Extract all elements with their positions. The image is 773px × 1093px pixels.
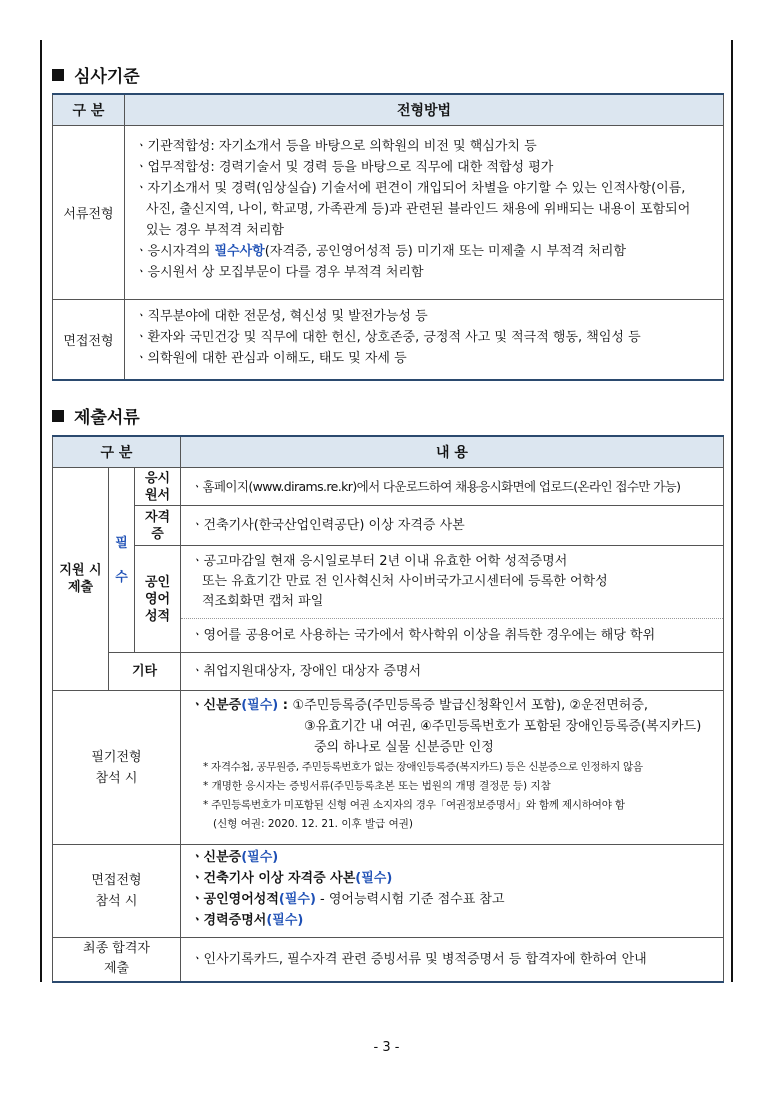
page-right-border xyxy=(731,40,733,982)
header-category: 구 분 xyxy=(53,436,181,468)
written-exam-content: ㆍ신분증(필수) : ①주민등록증(주민등록증 발급신청확인서 포함), ②운전면허증, ③유효기간 내 여권, ④주민등록번호가 포함된 장애인등록증(복지카드) 중의 하나로 실물 신분증만 인정 * 자격수첩, 공무원증, 주민등록번호가 없는 장애인등록증(복지카드) 등은 신분증으로 인정하지 않음 * 개명한 응시자는 증빙서류(주민등록초본 또는 법원의 개명 결정문 등) 지참 * 주민등록번호가 미포함된 신형 여권 소지자의 경우「여권정보증명서」와 함께 제시하여야 함 (신형 여권: 2020. 12. 21. 이후 발급 여권) xyxy=(181,691,724,845)
application-form-content: ㆍ홈페이지(www.dirams.re.kr)에서 다운로드하여 채용응시화면에 업로드(온라인 접수만 가능) xyxy=(181,468,724,506)
documents-table xyxy=(52,435,724,983)
label-application-form: 응시 원서 xyxy=(135,468,181,506)
interview-attend-content: ㆍ신분증(필수) ㆍ건축기사 이상 자격증 사본(필수) ㆍ공인영어성적(필수) - 영어능력시험 기준 점수표 참고 ㆍ경력증명서(필수) xyxy=(181,845,724,938)
category-final-applicant: 최종 합격자 제출 xyxy=(53,938,181,982)
interview-screening-content: ㆍ직무분야에 대한 전문성, 혁신성 및 발전가능성 등 ㆍ환자와 국민건강 및 직무에 대한 헌신, 상호존중, 긍정적 사고 및 적극적 행동, 책임성 등 ㆍ의학원에 대한 관심과 이해도, 태도 및 자세 등 xyxy=(125,300,724,380)
english-score-content: ㆍ공고마감일 현재 응시일로부터 2년 이내 유효한 어학 성적증명서 또는 유효기간 만료 전 인사혁신처 사이버국가고시센터에 등록한 어학성 적조회화면 캡처 파일 xyxy=(181,546,724,619)
category-interview-attend: 면접전형 참석 시 xyxy=(53,845,181,938)
header-category: 구 분 xyxy=(53,94,125,126)
category-on-application: 지원 시 제출 xyxy=(53,468,109,691)
label-english-score: 공인 영어 성적 xyxy=(135,546,181,653)
english-degree-content: ㆍ영어를 공용어로 사용하는 국가에서 학사학위 이상을 취득한 경우에는 해당 학위 xyxy=(181,619,724,653)
required-label: 필 수 xyxy=(109,468,135,653)
section-title-criteria: 심사기준 xyxy=(52,62,140,87)
criteria-table xyxy=(52,93,724,381)
page-number: - 3 - xyxy=(373,1040,400,1055)
category-interview: 면접전형 xyxy=(53,300,125,380)
document-screening-content: ㆍ기관적합성: 자기소개서 등을 바탕으로 의학원의 비전 및 핵심가치 등 ㆍ업무적합성: 경력기술서 및 경력 등을 바탕으로 직무에 대한 적합성 평가 ㆍ자기소개서 및 경력(임상실습) 기술서에 편견이 개입되어 차별을 야기할 수 있는 인적사항(이름, 사진, 출신지역, 나이, 학교명, 가족관계 등)과 관련된 블라인드 채용에 위배되는 내용이 포함되어 있는 경우 부적격 처리함 ㆍ응시자격의 필수사항(자격증, 공인영어성적 등) 미기재 또는 미제출 시 부적격 처리함 ㆍ응시원서 상 모집부문이 다를 경우 부적격 처리함 xyxy=(125,126,724,300)
header-method: 전형방법 xyxy=(125,94,724,126)
square-bullet-icon xyxy=(52,410,64,422)
required-items-note: ㆍ응시자격의 필수사항(자격증, 공인영어성적 등) 미기재 또는 미제출 시 부적격 처리함 xyxy=(135,244,627,259)
label-certificate: 자격 증 xyxy=(135,506,181,546)
label-other: 기타 xyxy=(109,653,181,691)
category-document: 서류전형 xyxy=(53,126,125,300)
category-written-exam: 필기전형 참석 시 xyxy=(53,691,181,845)
square-bullet-icon xyxy=(52,69,64,81)
page-left-border xyxy=(40,40,42,982)
other-content: ㆍ취업지원대상자, 장애인 대상자 증명서 xyxy=(181,653,724,691)
section-title-documents: 제출서류 xyxy=(52,403,140,428)
final-applicant-content: ㆍ인사기록카드, 필수자격 관련 증빙서류 및 병적증명서 등 합격자에 한하여 안내 xyxy=(181,938,724,982)
certificate-content: ㆍ건축기사(한국산업인력공단) 이상 자격증 사본 xyxy=(181,506,724,546)
header-content: 내 용 xyxy=(181,436,724,468)
